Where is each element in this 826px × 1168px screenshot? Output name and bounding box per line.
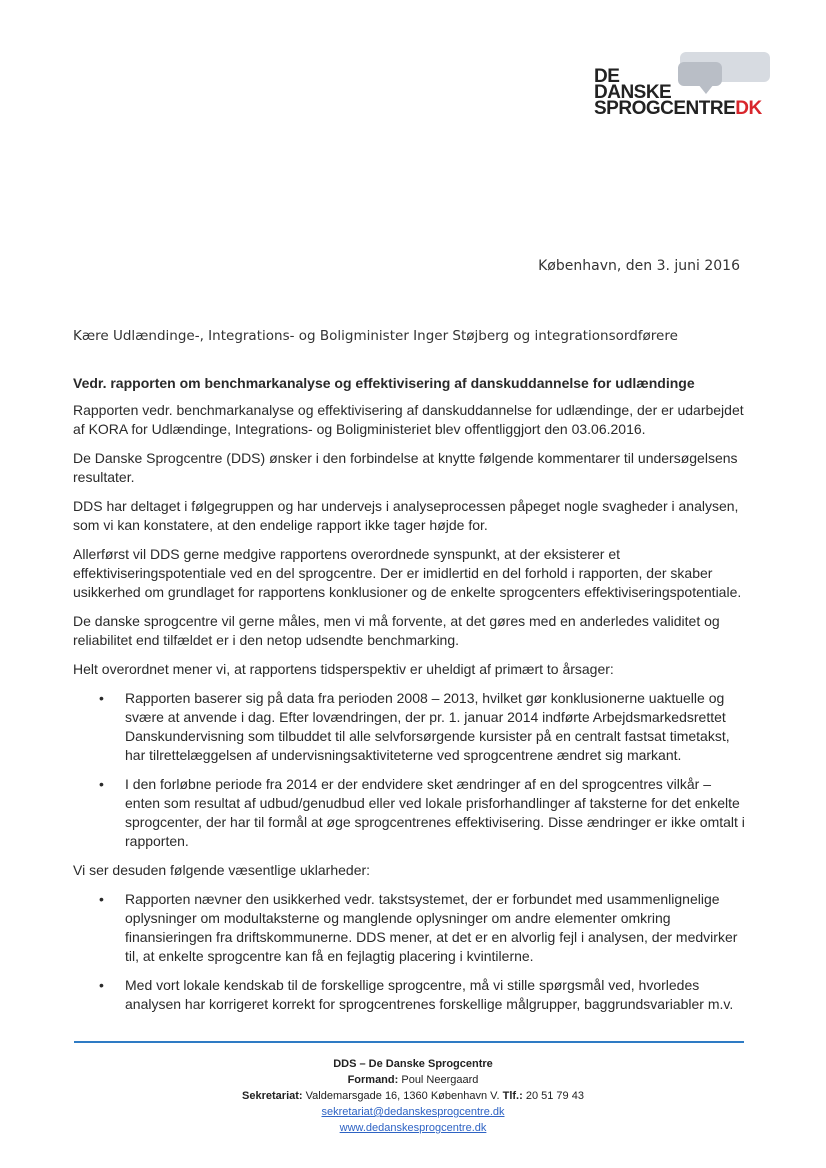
bullet-list-uncertainties bbox=[73, 890, 748, 1014]
footer-org: DDS – De Danske Sprogcentre bbox=[333, 1058, 493, 1070]
letter-date: København, den 3. juni 2016 bbox=[538, 258, 740, 274]
paragraph: De danske sprogcentre vil gerne måles, men vi må forvente, at det gøres med en anderledes validitet og reliabilitet end tilfældet er i den netop udsendte benchmarking. bbox=[73, 613, 720, 648]
bullet-icon: • bbox=[99, 977, 104, 993]
bullet-list-timing bbox=[73, 689, 748, 851]
paragraph: Vi ser desuden følgende væsentlige uklarheder: bbox=[73, 862, 371, 878]
dds-logo bbox=[594, 52, 779, 122]
bullet-icon: • bbox=[99, 891, 104, 907]
footer-formand bbox=[0, 1072, 826, 1088]
email-link[interactable]: sekretariat@dedanskesprogcentre.dk bbox=[321, 1106, 505, 1118]
bullet-icon: • bbox=[99, 776, 104, 792]
sekretariat-value: Valdemarsgade 16, 1360 København V. bbox=[305, 1090, 500, 1102]
footer bbox=[0, 1056, 826, 1136]
sekretariat-label: Sekretariat: bbox=[242, 1090, 303, 1102]
speech-bubble-tail-icon bbox=[698, 84, 714, 94]
formand-label: Formand: bbox=[347, 1074, 399, 1086]
list-item bbox=[73, 689, 748, 765]
tlf-value: 20 51 79 43 bbox=[525, 1090, 584, 1102]
logo-line-3-suffix: DK bbox=[735, 98, 762, 119]
paragraph: DDS har deltaget i følgegruppen og har undervejs i analyseprocessen påpeget nogle svagheder i analysen, som vi kan konstatere, at den endelige rapport ikke tager højde for. bbox=[73, 498, 739, 533]
letter-body bbox=[73, 374, 748, 1024]
speech-bubble-small-icon bbox=[678, 62, 722, 86]
list-item-text: I den forløbne periode fra 2014 er der endvidere sket ændringer af en del sprogcentres vilkår – enten som resultat af udbud/genudbud eller ved lokale prisforhandlinger af taksterne for det enkelte sprogcenter, der har til formål at øge sprogcentrenes effektivisering. Disse ændringer er ikke omtalt i rapporten. bbox=[125, 776, 745, 849]
salutation: Kære Udlændinge-, Integrations- og Boligminister Inger Støjberg og integrationsordførere bbox=[73, 328, 678, 344]
list-item-text: Rapporten nævner den usikkerhed vedr. takstsystemet, der er forbundet med usammenlignelige oplysninger om modultaksterne og manglende oplysninger om andre elementer omkring finansieringen fra driftskommunerne. DDS mener, at det er en alvorlig fejl i analysen, der medvirker til, at enkelte sprogcentre kan få en fejlagtig placering i kvintilerne. bbox=[125, 891, 738, 964]
list-item bbox=[73, 775, 748, 851]
bullet-icon: • bbox=[99, 690, 104, 706]
logo-line-3 bbox=[594, 100, 762, 117]
logo-line-1: DE bbox=[594, 66, 620, 87]
logo-line-2: DANSKE bbox=[594, 82, 672, 103]
letter-subject: Vedr. rapporten om benchmarkanalyse og effektivisering af danskuddannelse for udlændinge bbox=[73, 375, 695, 391]
list-item-text: Rapporten baserer sig på data fra perioden 2008 – 2013, hvilket gør konklusionerne uaktuelle og svære at anvende i dag. Efter lovændringen, der pr. 1. januar 2014 indførte Arbejdsmarkedsrettet Danskundervisning som tilbuddet til alle selvforsørgende kursister på en centralt fastsat timetakst, har tilrettelæggelsen af undervisningsaktiviteterne ved sprogcentrene ændret sig markant. bbox=[125, 690, 730, 763]
paragraph: Helt overordnet mener vi, at rapportens tidsperspektiv er uheldigt af primært to årsager: bbox=[73, 661, 614, 677]
tlf-label: Tlf.: bbox=[502, 1090, 523, 1102]
paragraph: Allerførst vil DDS gerne medgive rapportens overordnede synspunkt, at der eksisterer et effektiviseringspotentiale ved en del sprogcentre. Der er imidlertid en del forhold i rapporten, der skaber usikkerhed om grundlaget for rapportens konklusioner og de enkelte sprogcenters effektiviseringspotentiale. bbox=[73, 546, 742, 600]
list-item-text: Med vort lokale kendskab til de forskellige sprogcentre, må vi stille spørgsmål ved, hvorledes analysen har korrigeret korrekt for sprogcentrenes forskellige målgrupper, baggrundsvariabler m.v. bbox=[125, 977, 734, 1012]
footer-divider bbox=[74, 1041, 744, 1043]
list-item bbox=[73, 890, 748, 966]
formand-value: Poul Neergaard bbox=[401, 1074, 479, 1086]
website-link[interactable]: www.dedanskesprogcentre.dk bbox=[339, 1122, 487, 1134]
logo-line-3-main: SPROGCENTRE bbox=[594, 98, 736, 119]
paragraph: Rapporten vedr. benchmarkanalyse og effektivisering af danskuddannelse for udlændinge, der er udarbejdet af KORA for Udlændinge, Integrations- og Boligministeriet blev offentliggjort den 03.06.2016. bbox=[73, 402, 744, 437]
paragraph: De Danske Sprogcentre (DDS) ønsker i den forbindelse at knytte følgende kommentarer til undersøgelsens resultater. bbox=[73, 450, 738, 485]
list-item bbox=[73, 976, 748, 1014]
footer-sekretariat bbox=[0, 1088, 826, 1104]
